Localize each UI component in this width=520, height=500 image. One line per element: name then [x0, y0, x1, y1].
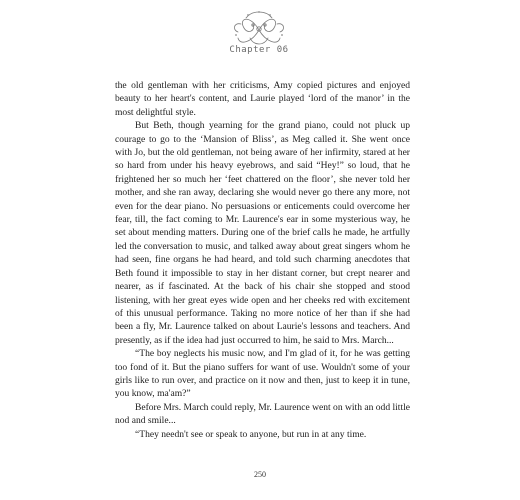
chapter-heading — [226, 8, 292, 60]
paragraph: “They needn't see or speak to anyone, but run in at any time. — [135, 428, 367, 440]
paragraph: the old gentleman with her criticisms, Amy copied pictures and enjoyed beauty to her heart's content, and Laurie played ‘lord of the manor’ in the most delightful style. — [115, 80, 410, 118]
paragraph: “The boy neglects his music now, and I'm glad of it, for he was getting too fond of it. But the piano suffers for want of use. Wouldn't some of your girls like to run over, and practice on it now and then, just to keep it in tune, you know, ma'am?” — [115, 348, 410, 400]
chapter-label: Chapter 06 — [229, 45, 289, 55]
page-number: 250 — [254, 470, 266, 479]
page-body — [115, 79, 410, 441]
paragraph: But Beth, though yearning for the grand piano, could not pluck up courage to go to the ‘Mansion of Bliss’, as Meg called it. She went once with Jo, but the old gentleman, not being aware of her infirmity, stared at her so hard from under his heavy eyebrows, and said “Hey!” so loud, that he frightened her so much her ‘feet chattered on the floor’, she never told her mother, and she ran away, declaring she would never go there any more, not even for the dear piano. No persuasions or enticements could overcome her fear, till, the fact coming to Mr. Laurence's ear in some mysterious way, he set about mending matters. During one of the brief calls he made, he artfully led the conversation to music, and talked away about great singers whom he had seen, fine organs he had heard, and told such charming anecdotes that Beth found it impossible to stay in her distant corner, but crept nearer and nearer, as if fascinated. At the back of his chair she stopped and stood listening, with her great eyes wide open and her cheeks red with excitement of this unusual performance. Taking no more notice of her than if she had been a fly, Mr. Laurence talked on about Laurie's lessons and teachers. And presently, as if the idea had just occurred to him, he said to Mrs. March... — [115, 120, 410, 346]
paragraph: Before Mrs. March could reply, Mr. Laurence went on with an odd little nod and smile... — [115, 401, 410, 427]
